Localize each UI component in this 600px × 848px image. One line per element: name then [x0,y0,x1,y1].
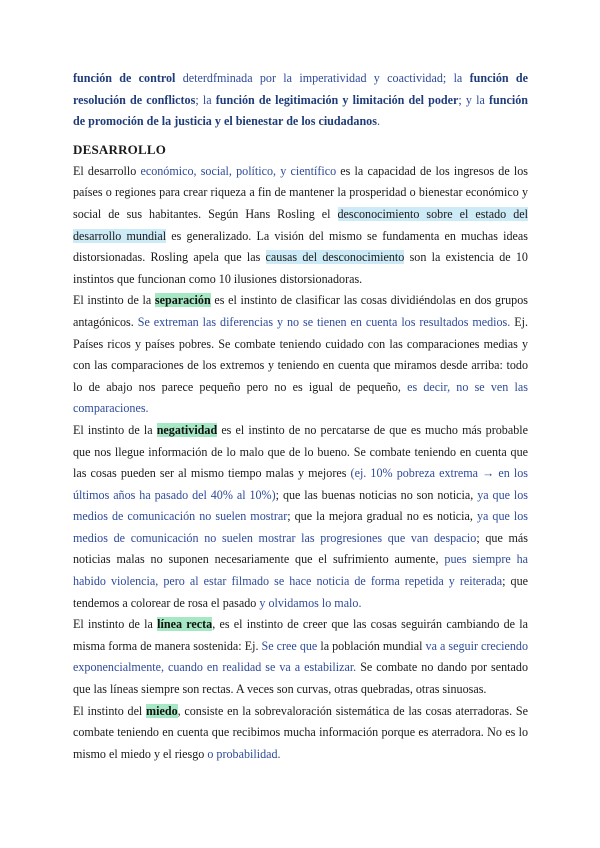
highlight-text: ya que los medios de comunicación no suelen mostrar [73,487,529,524]
paragraph-separation [73,290,528,420]
highlight-text: ya que los medios de comunicación no suelen mostrar las progresiones que van despacio [73,509,528,545]
text: El instinto del [73,703,147,718]
intro-paragraph [73,68,528,133]
highlight-text: es decir, no se ven las comparaciones. [73,379,528,416]
text: Se combate no dando por sentado que las líneas siempre son rectas. A veces son curvas, otras quebradas, otras sinuosas. [73,660,528,697]
text: ; que tendemos a colorear de rosa el pasado [73,574,528,610]
text: El instinto de la [73,617,158,632]
text: , consiste en la sobrevaloración sistemática de las cosas aterradoras. Se combate teniendo en cuenta que recibimos mucha información porque es aterradora. No es lo mismo el miedo y el riesgo [73,703,529,761]
highlight-text: causas del desconocimiento [265,250,405,265]
highlight-text: va a seguir creciendo exponencialmente, cuando en realidad se va a estabilizar. [73,638,529,675]
text: , es el instinto de creer que las cosas seguirán cambiando de la misma forma de manera sostenida: Ej. [73,617,529,653]
term-control-function: función de control [73,71,176,85]
text: es el instinto de clasificar las cosas dividiéndolas en dos grupos antagónicos. [73,293,528,329]
highlight-text: desconocimiento sobre el estado del desarrollo mundial [73,206,528,243]
text: El instinto de la [73,422,157,437]
text: ; que la mejora gradual no es noticia, [287,509,477,524]
text: es el instinto de no percatarse de que es mucho más probable que nos llegue información de lo malo que de lo bueno. Se combate teniendo en cuenta que las cosas pueden ser al mismo tiempo malas y mejores [73,422,528,481]
term-negativity: negatividad [156,422,218,437]
term-conflict-resolution: función de resolución de conflictos [73,71,528,107]
text: es la capacidad de los ingresos de los países o regiones para crear riqueza a fin de mantener la prosperidad o bienestar económico y social de sus habitantes. Según Hans Rosling el [73,163,529,221]
highlight-text: Se cree que [261,638,318,653]
term-separation: separación [154,293,211,308]
term-legitimation: función de legitimación y limitación del poder [215,92,459,107]
term-justice-promotion: función de promoción de la justicia y el bienestar de los ciudadanos [73,92,528,129]
section-heading: DESARROLLO [73,141,167,157]
text: la población mundial [317,638,426,653]
paragraph-negativity [73,420,528,614]
paragraph-fear [73,701,528,766]
text: es generalizado. La visión del mismo se fundamenta en muchas ideas distorsionadas. Rosling apela que las [73,228,528,265]
text: son la existencia de 10 instintos que funcionan como 10 ilusiones distorsionadoras. [73,250,528,286]
text: El desarrollo [73,163,141,178]
text: ; que las buenas noticias no son noticia, [275,487,478,502]
text: Ej. Países ricos y países pobres. Se combate teniendo cuidado con las comparaciones medias y con las comparaciones de los extremos y teniendo en cuenta que miramos desde arriba: todo lo de abajo nos parece pequeño pero no es igual de pequeño, [73,314,528,394]
highlight-text: económico, social, político, y científico [140,163,337,178]
highlight-text: (ej. 10% pobreza extrema → en los últimos años ha pasado del 40% al 10%) [73,466,528,502]
paragraph-development [73,161,528,291]
text: El instinto de la [73,293,155,308]
text: ; que más noticias malas no suponen necesariamente que el sufrimiento aumente, [73,530,528,567]
intro-text: ; y la [458,92,490,107]
document-page [73,68,528,765]
term-straight-line: línea recta [157,617,213,632]
intro-text: deterdfminada por la imperatividad y coactividad; la [175,71,470,85]
highlight-text: y olvidamos lo malo. [259,595,362,610]
intro-text: . [376,114,380,129]
paragraph-straight-line [73,614,528,700]
highlight-text: pues siempre ha habido violencia, pero al estar filmado se hace noticia de forma repetida y reiterada [73,552,528,589]
highlight-text: Se extreman las diferencias y no se tienen en cuenta los resultados medios. [137,314,511,329]
intro-text: ; la [195,92,216,107]
term-fear: miedo [146,703,178,718]
highlight-text: o probabilidad. [207,746,281,761]
